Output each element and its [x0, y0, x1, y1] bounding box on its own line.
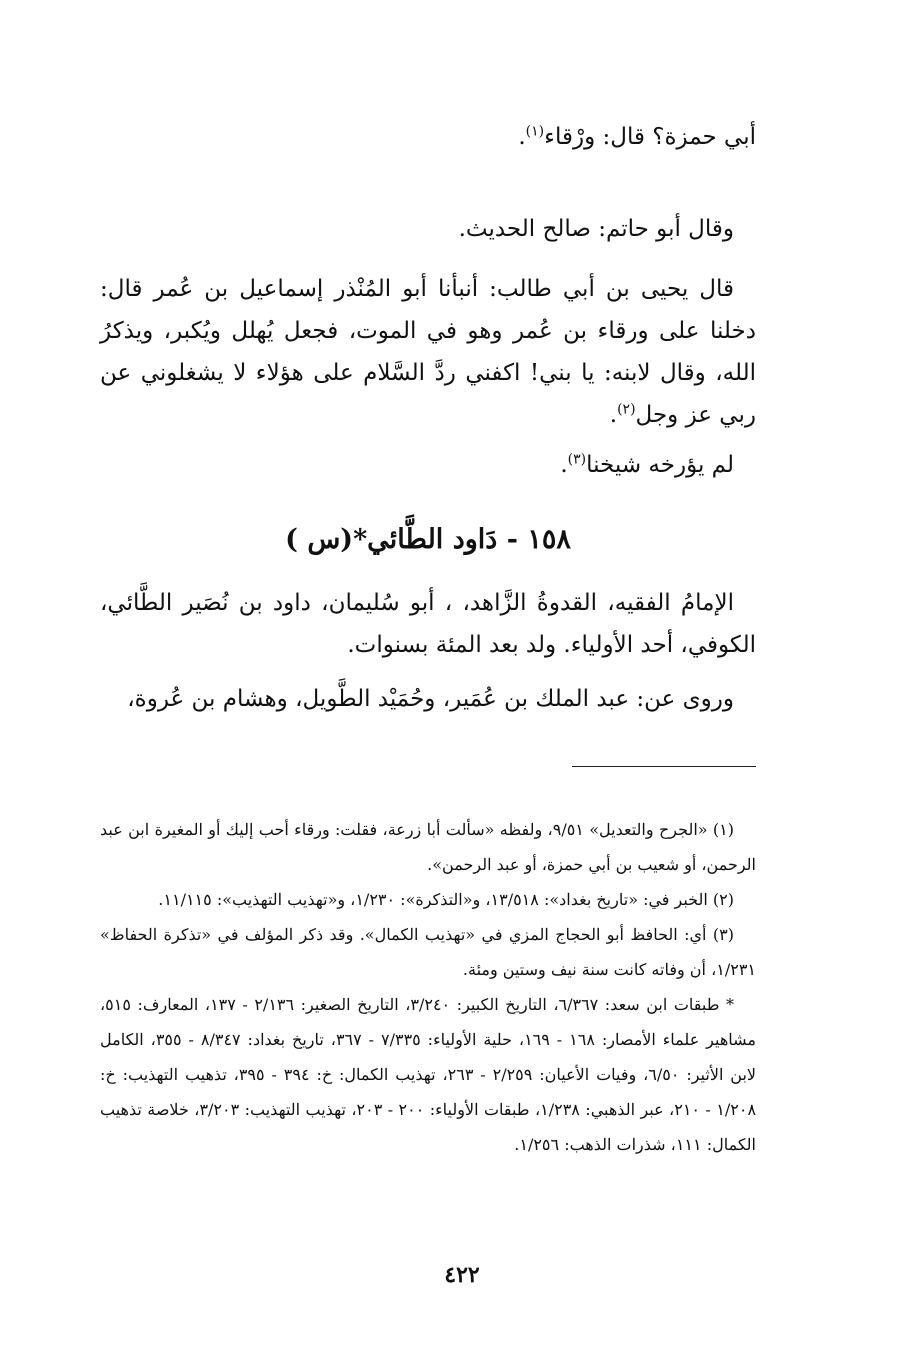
main-text-entry	[100, 582, 756, 720]
footnote-ref-1: (١)	[525, 123, 545, 140]
main-text-top	[100, 116, 756, 486]
paragraph-yahya: قال يحيى بن أبي طالب: أنبأنا أبو المُنْذر إسماعيل بن عُمر قال: دخلنا على ورقاء بن عُمر وهو في الموت، فجعل يُهلل ويُكبر، ويذكرُ الله، وقال لابنه: يا بني! اكفني ردَّ السَّلام على هؤلاء لا يشغلوني عن ربي عز وجل$^{(٢)}$.	[100, 276, 756, 428]
footnote-1: (١) «الجرح والتعديل» ٩/٥١، ولفظه «سألت أبا زرعة، فقلت: ورقاء أحب إليك أو المغيرة ابن عبد الرحمن، أو شعيب بن أبي حمزة، أو عبد الرحمن».	[100, 820, 756, 874]
line-1: أبي حمزة؟ قال: ورْقاء$^{(١)}$.	[518, 123, 756, 150]
footnote-3: (٣) أي: الحافظ أبو الحجاج المزي في «تهذيب الكمال». وقد ذكر المؤلف في «تذكرة الحفاظ» ١/٢٣١، أن وفاته كانت سنة نيف وستين ومئة.	[100, 925, 756, 979]
entry-intro: الإمامُ الفقيه، القدوةُ الزَّاهد، ، أبو سُليمان، داود بن نُصَير الطَّائي، الكوفي، أحد الأولياء. ولد بعد المئة بسنوات.	[100, 590, 756, 658]
footnotes	[100, 812, 756, 1162]
paragraph-abu-hatim: وقال أبو حاتم: صالح الحديث.	[458, 216, 734, 242]
entry-narrated-from: وروى عن: عبد الملك بن عُمَير، وحُمَيْد الطَّويل، وهشام بن عُروة،	[127, 686, 734, 712]
page-number: ٤٢٢	[444, 1262, 480, 1288]
footnote-ref-2: (٢)	[617, 401, 636, 418]
paragraph-shaykh: لم يؤرخه شيخنا$^{(٣)}$.	[560, 451, 734, 478]
entry-heading: ١٥٨ - دَاود الطَّائي*(س )	[285, 524, 571, 555]
footnote-2: (٢) الخبر في: «تاريخ بغداد»: ١٣/٥١٨، و«التذكرة»: ١/٢٣٠، و«تهذيب التهذيب»: ١١/١١٥.	[158, 890, 734, 909]
footnote-ref-3: (٣)	[567, 451, 587, 468]
footnote-sources: * طبقات ابن سعد: ٦/٣٦٧، التاريخ الكبير: ٣/٢٤٠، التاريخ الصغير: ٢/١٣٦ - ١٣٧، المعارف: ٥١٥، مشاهير علماء الأمصار: ١٦٨ - ١٦٩، حلية الأولياء: ٧/٣٣٥ - ٣٦٧، تاريخ بغداد: ٨/٣٤٧ - ٣٥٥، الكامل لابن الأثير: ٦/٥٠، وفيات الأعيان: ٢/٢٥٩ - ٢٦٣، تهذيب الكمال: خ: ٣٩٤ - ٣٩٥، تذهيب التهذيب: خ: ١/٢٠٨ - ٢١٠، عبر الذهبي: ١/٢٣٨، طبقات الأولياء: ٢٠٠ - ٢٠٣، تهذيب التهذيب: ٣/٢٠٣، خلاصة تذهيب الكمال: ١١١، شذرات الذهب: ١/٢٥٦.	[100, 995, 757, 1154]
footnote-separator	[572, 766, 756, 767]
